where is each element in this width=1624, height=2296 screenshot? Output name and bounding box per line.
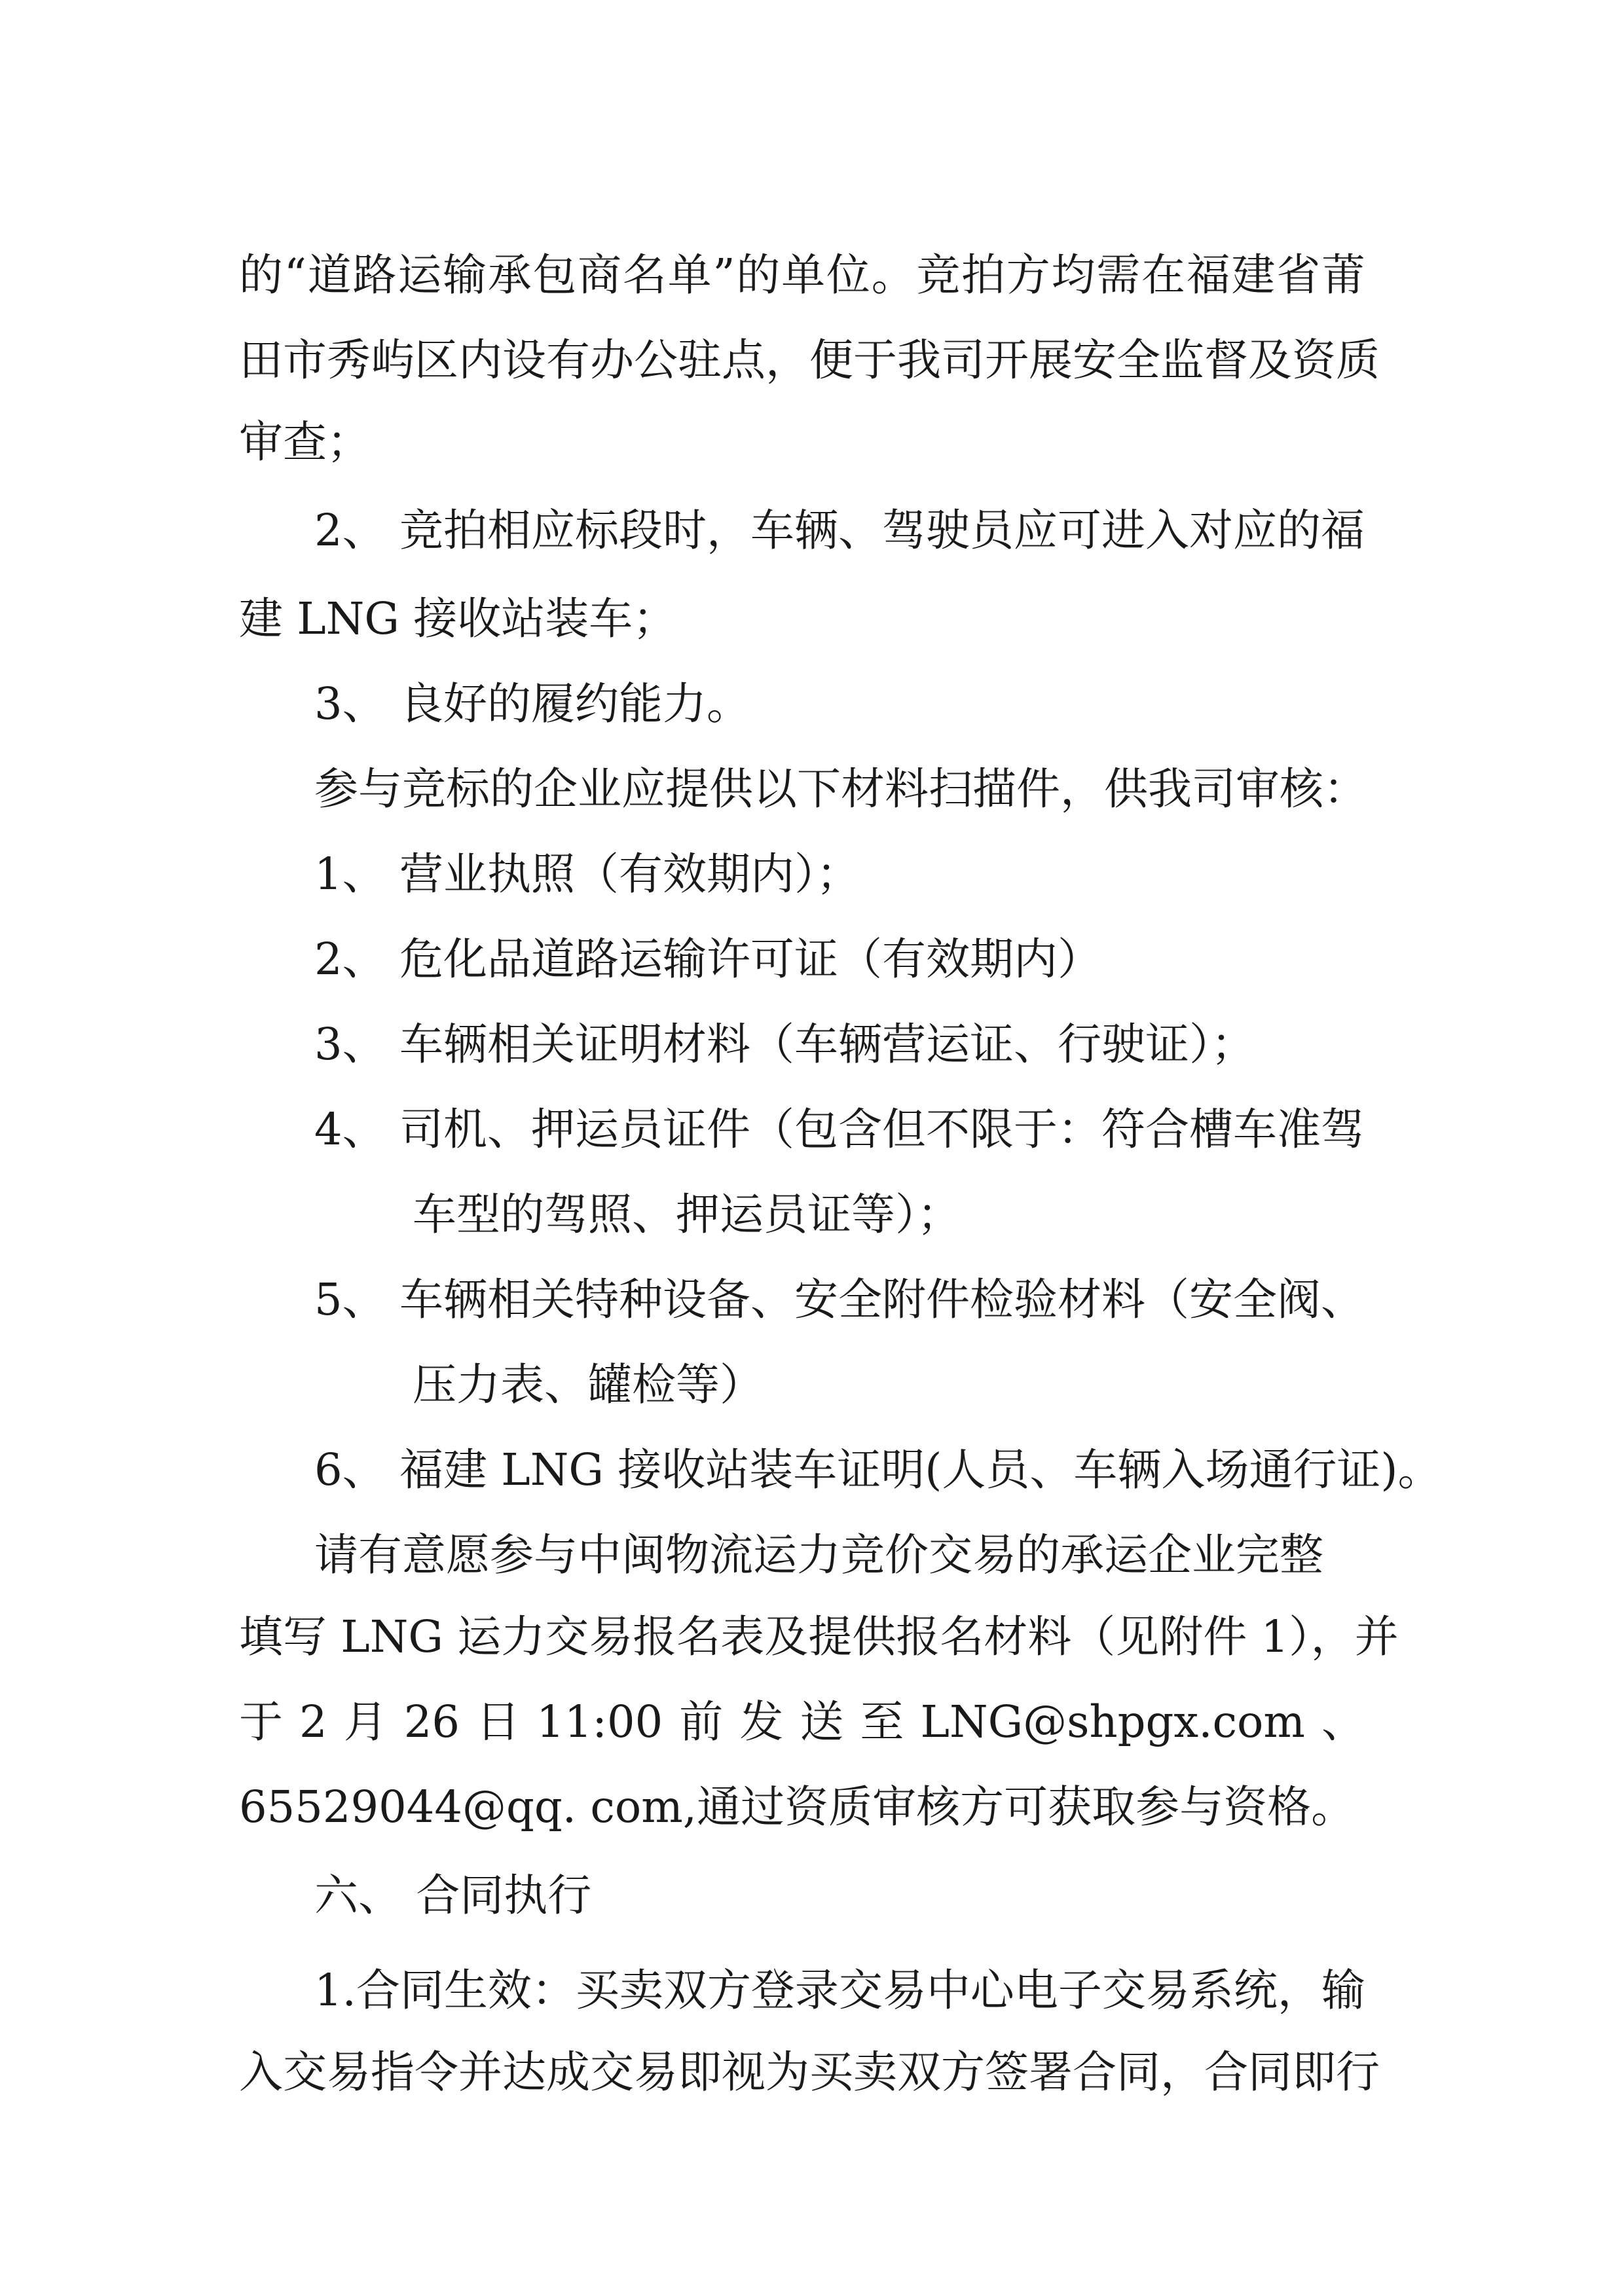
- item-number: 3、: [314, 678, 386, 729]
- item-text: 福建 LNG 接收站装车证明(人员、车辆入场通行证)。: [399, 1444, 1442, 1495]
- material-item: [314, 1087, 1624, 1172]
- item-number: 3、: [314, 1019, 386, 1070]
- deadline-line: [239, 1679, 1365, 1764]
- paragraph-line: 参与竞标的企业应提供以下材料扫描件，供我司审核：: [314, 763, 1367, 814]
- item-number: 4、: [314, 1104, 386, 1155]
- deadline-word: 月: [343, 1696, 388, 1747]
- paragraph-line: 1.合同生效：买卖双方登录交易中心电子交易系统，输: [314, 1965, 1365, 2016]
- item-number: 5、: [314, 1274, 386, 1325]
- deadline-word: 、: [1321, 1696, 1365, 1747]
- deadline-word: 26: [403, 1696, 460, 1747]
- requirement-item: [314, 661, 1624, 746]
- material-item: [314, 831, 1624, 917]
- deadline-word: 发: [739, 1696, 784, 1747]
- item-text: 竞拍相应标段时，车辆、驾驶员应可进入对应的福: [399, 505, 1365, 556]
- item-text: 司机、押运员证件（包含但不限于：符合槽车准驾: [399, 1104, 1365, 1155]
- item-text: 车辆相关证明材料（车辆营运证、行驶证）；: [399, 1019, 1255, 1070]
- material-item: [314, 1257, 1624, 1342]
- deadline-word: 2: [299, 1696, 327, 1747]
- material-item: [314, 1427, 1624, 1512]
- paragraph-line: 车型的驾照、押运员证等）；: [413, 1189, 961, 1240]
- item-text: 良好的履约能力。: [399, 678, 750, 729]
- item-number: 2、: [314, 505, 386, 556]
- paragraph-line: 田市秀屿区内设有办公驻点，便于我司开展安全监督及资质: [239, 335, 1380, 386]
- item-text: 营业执照（有效期内）；: [399, 848, 860, 900]
- deadline-word: 于: [239, 1696, 283, 1747]
- item-number: 1、: [314, 848, 386, 900]
- paragraph-line: 65529044@qq. com,通过资质审核方可获取参与资格。: [239, 1781, 1356, 1832]
- deadline-word: 日: [476, 1696, 521, 1747]
- requirement-item: [314, 488, 1624, 573]
- item-number: 6、: [314, 1444, 386, 1495]
- deadline-word: 送: [800, 1696, 844, 1747]
- paragraph-line: 的“道路运输承包商名单”的单位。竞拍方均需在福建省莆: [239, 249, 1365, 301]
- item-number: 2、: [314, 934, 386, 985]
- item-text: 车辆相关特种设备、安全附件检验材料（安全阀、: [399, 1274, 1365, 1325]
- paragraph-line: 审查；: [239, 416, 371, 467]
- paragraph-line: 建 LNG 接收站装车；: [239, 593, 677, 644]
- material-item: [314, 917, 1624, 1002]
- deadline-word: 至: [860, 1696, 904, 1747]
- deadline-word: 11:00: [536, 1696, 663, 1747]
- deadline-word: 前: [679, 1696, 724, 1747]
- section-heading: 六、 合同执行: [314, 1870, 592, 1921]
- paragraph-line: 请有意愿参与中闽物流运力竞价交易的承运企业完整: [314, 1529, 1323, 1580]
- paragraph-line: 压力表、罐检等）: [413, 1359, 764, 1410]
- email-address: LNG@shpgx.com: [920, 1696, 1305, 1747]
- item-text: 危化品道路运输许可证（有效期内）: [399, 934, 1101, 985]
- material-item: [314, 1002, 1624, 1087]
- paragraph-line: 入交易指令并达成交易即视为买卖双方签署合同，合同即行: [239, 2047, 1380, 2098]
- paragraph-line: 填写 LNG 运力交易报名表及提供报名材料（见附件 1），并: [239, 1611, 1399, 1662]
